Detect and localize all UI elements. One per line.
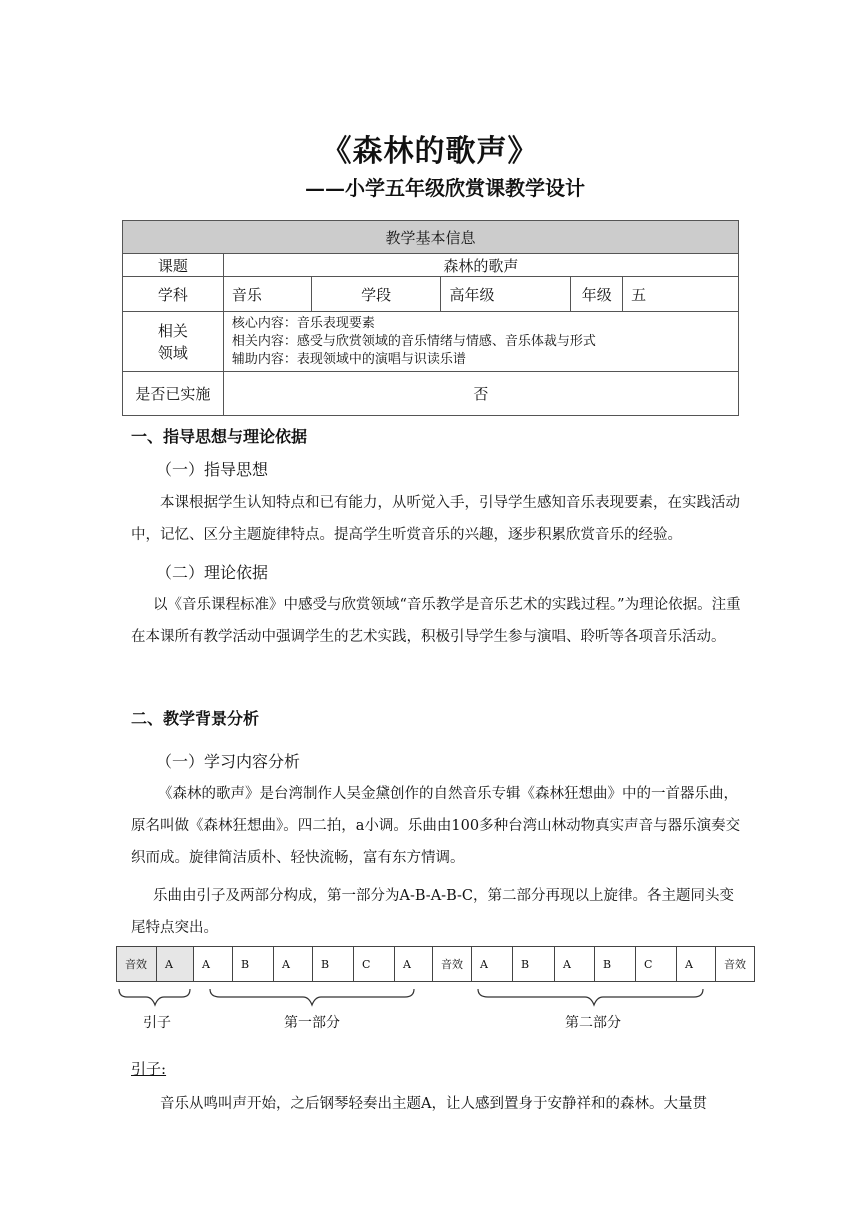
- structure-cell: B: [233, 947, 274, 982]
- structure-cell: A: [472, 947, 513, 982]
- structure-cell: A: [677, 947, 716, 982]
- part-two-brace: [478, 989, 703, 1005]
- table-header: 教学基本信息: [123, 221, 739, 254]
- section-1-2-title: （二）理论依据: [156, 563, 269, 582]
- implemented-label: 是否已实施: [123, 372, 224, 416]
- section-1-1-title: （一）指导思想: [156, 460, 269, 479]
- structure-cell: A: [194, 947, 233, 982]
- part-two-label: 第二部分: [565, 1015, 621, 1031]
- field-aux: 辅助内容：表现领域中的演唱与识读乐谱: [231, 351, 466, 367]
- subject-value: 音乐: [223, 277, 311, 312]
- intro-heading: 引子:: [131, 1060, 167, 1078]
- grade-label: 年级: [571, 277, 623, 312]
- intro-text: 音乐从鸣叫声开始，之后钢琴轻奏出主题A，让人感到置身于安静祥和的森林。大量贯: [160, 1096, 707, 1112]
- section-1-1-text: 本课根据学生认知特点和已有能力，从听觉入手，引导学生感知音乐表现要素，在实践活动中，记忆、区分主题旋律特点。提高学生听赏音乐的兴趣，逐步积累欣赏音乐的经验。: [131, 495, 740, 543]
- intro-label: 引子: [143, 1015, 171, 1031]
- intro-brace: [119, 989, 190, 1005]
- document-subtitle: ——小学五年级欣赏课教学设计: [305, 176, 585, 200]
- section-1-title: 一、指导思想与理论依据: [131, 427, 308, 446]
- grade-value: 五: [623, 277, 739, 312]
- structure-cell: A: [555, 947, 595, 982]
- section-2-2-text: 乐曲由引子及两部分构成，第一部分为A-B-A-B-C，第二部分再现以上旋律。各主题同头变尾特点突出。: [131, 888, 734, 936]
- structure-cell: 音效: [716, 947, 755, 982]
- structure-cell: 音效: [117, 947, 157, 982]
- part-one-brace: [210, 989, 414, 1005]
- structure-cell: B: [313, 947, 354, 982]
- implemented-value: 否: [223, 372, 738, 416]
- structure-cell: 音效: [433, 947, 472, 982]
- structure-cell: B: [595, 947, 636, 982]
- topic-label: 课题: [123, 254, 224, 277]
- basic-info-table: [122, 220, 739, 416]
- subject-label: 学科: [123, 277, 224, 312]
- fields-list: [223, 312, 738, 372]
- section-2-1-text: 《森林的歌声》是台湾制作人吴金黛创作的自然音乐专辑《森林狂想曲》中的一首器乐曲，原名叫做《森林狂想曲》。四二拍，a小调。乐曲由100多种台湾山林动物真实声音与器乐演奏交织而成。旋律简洁质朴、轻快流畅，富有东方情调。: [131, 786, 741, 866]
- structure-cell: A: [157, 947, 194, 982]
- structure-cell: B: [513, 947, 555, 982]
- structure-braces: [0, 985, 860, 1007]
- stage-value: 高年级: [441, 277, 571, 312]
- structure-cell: C: [354, 947, 395, 982]
- section-2-title: 二、教学背景分析: [131, 709, 260, 728]
- section-2-1-title: （一）学习内容分析: [156, 752, 301, 771]
- music-structure-table: [116, 946, 755, 982]
- structure-cell: C: [636, 947, 677, 982]
- part-one-label: 第一部分: [284, 1015, 340, 1031]
- structure-cell: A: [274, 947, 313, 982]
- section-1-2-text: 以《音乐课程标准》中感受与欣赏领域“音乐教学是音乐艺术的实践过程。”为理论依据。注重在本课所有教学活动中强调学生的艺术实践，积极引导学生参与演唱、聆听等各项音乐活动。: [131, 597, 741, 645]
- topic-value: 森林的歌声: [223, 254, 738, 277]
- fields-label: 相关 领域: [123, 312, 224, 372]
- field-core: 核心内容：音乐表现要素: [231, 315, 375, 331]
- document-title: 《森林的歌声》: [321, 134, 539, 169]
- field-related: 相关内容：感受与欣赏领域的音乐情绪与情感、音乐体裁与形式: [231, 333, 596, 349]
- stage-label: 学段: [311, 277, 441, 312]
- structure-cell: A: [395, 947, 433, 982]
